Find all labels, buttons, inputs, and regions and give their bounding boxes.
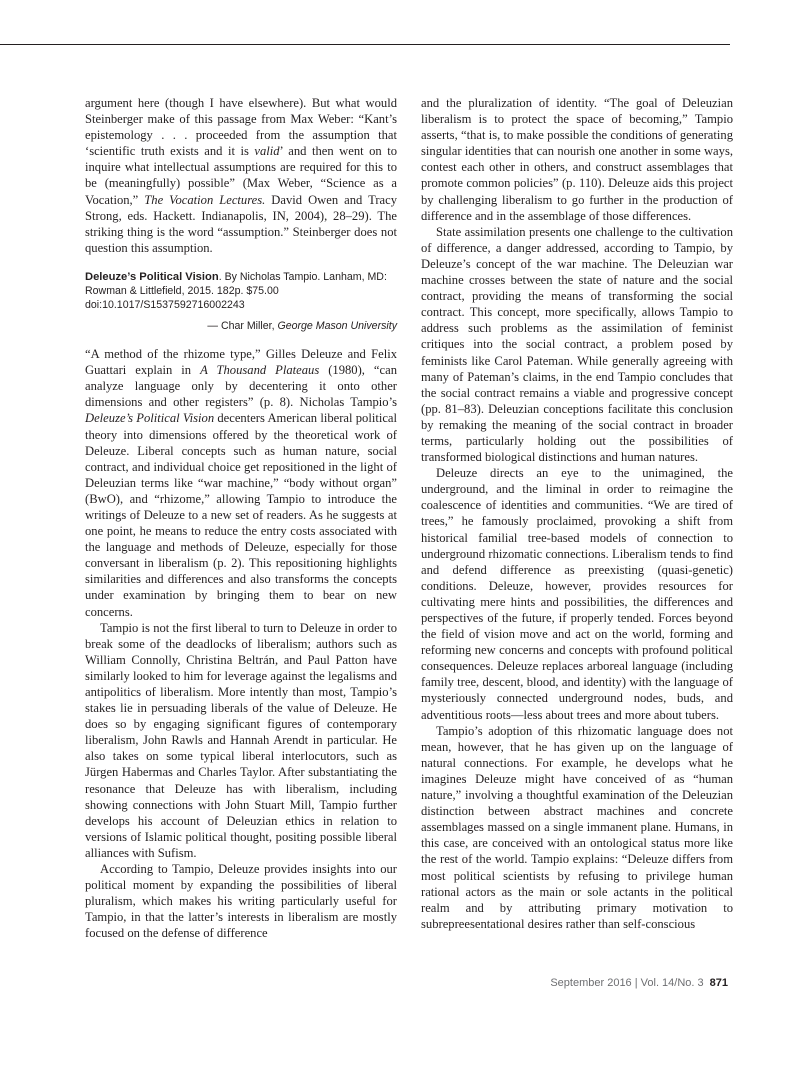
- intro-paragraph: [85, 95, 397, 256]
- body-paragraph: [85, 861, 397, 941]
- italic-text: Deleuze’s Political Vision: [85, 411, 215, 426]
- text-run: According to Tampio, Deleuze provides insights into our political moment by expanding the possibilities of liberal pluralism, which makes his writing particularly useful for Tampio, in that the latter’s interests in liberalism are mostly focused on the defense of difference: [85, 862, 397, 941]
- text-run: Tampio’s adoption of this rhizomatic language does not mean, however, that he has given up on the language of natural connections. For example, he develops what he imagines Deleuze might have conceived of as “human nature,” involving a thoughtful examination of the Deleuzian distinction between abstract machines and concrete assemblages massed on a single immanent plane. Humans, in this case, are conceived with an ontological status more like the rest of the world. Tampio explains: “Deleuze differs from most political scientists by refusing to privilege human rational actors as the main or sole actants in the political realm and by attributing primary motivation to subrepreesentational desires rather than self-conscious: [421, 723, 733, 931]
- text-run: David Owen and Tracy Strong, eds. Hackett. Indianapolis, IN, 2004), 28–29). The striking thing is the word “assumption.” Steinberger does not question this assumption.: [85, 192, 398, 255]
- left-column: [85, 95, 397, 942]
- text-run: Tampio is not the first liberal to turn to Deleuze in order to break some of the deadlocks of liberalism; authors such as William Connolly, Christina Beltrán, and Paul Patton have similarly looked to him for leverage against the legalisms and antipolitics of liberalism. More intently than most, Tampio’s stakes lie in persuading liberals of the value of Deleuze. He does so by engaging significant figures of contemporary liberalism, John Rawls and Hannah Arendt in particular. He also takes on some typical liberal interlocutors, such as Jürgen Habermas and Charles Taylor. After substantiating the resonance that Deleuze has with liberalism, including showing connections with John Stuart Mill, Tampio further develops his account of Deleuzian ethics in relation to versions of Islamic political thought, positing possible liberal alliances with Sufism.: [85, 620, 397, 860]
- text-run: and the pluralization of identity. “The goal of Deleuzian liberalism is to protect the space of becoming,” Tampio asserts, “that is, to make possible the conditions of generating singular identities that can nourish one another in some ways, contest each other in others, and construct assemblages that promote common policies” (p. 110). Deleuze aids this project by challenging liberalism to go further in the production of difference and in the assemblage of those differences.: [421, 96, 733, 223]
- text-run: Deleuze directs an eye to the unimagined, the underground, and the liminal in order to reimagine the coalescence of identities and communities. “We are tired of trees,” he famously proclaimed, provoking a shift from historical familial tree-based models of connection to underground rhizomatic connections. Liberalism tends to find and defend difference as preexisting (quasi-genetic) conditions. Deleuze, however, provides resources for cultivating mere hints and possibilities, the differences and perspectives of the future, if properly tended. Forces beyond the field of vision move and act on the world, forming and reforming new concerns and concepts with profound political consequences. Deleuze replaces arboreal language (including family tree, descent, blood, and identity) with the language of mysteriously connected underground nodes, buds, and adventitious roots—less about trees and more about tubers.: [421, 466, 733, 722]
- text-run: argument here (though I have elsewhere). But what would Steinberger make of this passage from Max Weber: “Kant’s epistemology . . . proceeded from the assumption that ‘scientific truth exists and it is: [85, 96, 397, 159]
- reviewer-name: — Char Miller,: [207, 319, 278, 332]
- body-paragraph: [421, 95, 733, 224]
- text-run: (1980), “can analyze language only by decentering it onto other dimensions and other registers” (p. 8). Nicholas Tampio’s: [85, 363, 397, 410]
- reviewer-affiliation: George Mason University: [277, 319, 397, 332]
- body-paragraph: [85, 346, 397, 620]
- book-doi: doi:10.1017/S1537592716002243: [85, 298, 245, 311]
- italic-text: valid: [254, 144, 280, 159]
- body-paragraph: [421, 465, 733, 723]
- reviewer-line: [85, 318, 397, 334]
- journal-issue: September 2016 | Vol. 14/No. 3: [550, 977, 704, 989]
- body-paragraph: [421, 224, 733, 465]
- page-number: 871: [709, 977, 728, 989]
- text-run: “A method of the rhizome type,” Gilles Deleuze and Felix Guattari explain in: [85, 347, 397, 378]
- text-run: ’ and then went on to inquire what intellectual assumptions are required for this to be (meaningfully) possible” (Max Weber, “Science as a Vocation,”: [85, 144, 397, 207]
- italic-text: The Vocation Lectures.: [144, 192, 266, 207]
- right-column: [421, 95, 733, 932]
- body-paragraph: [421, 723, 733, 932]
- text-run: State assimilation presents one challenge to the cultivation of difference, a danger addressed, according to Tampio, by Deleuze’s concept of the war machine. The Deleuzian war machine crosses between the state of nature and the social contract, providing the means of transforming the social contract. This concept, more specifically, allows Tampio to address such problems as the assimilation of feminist critiques into the social contract, a problem posed by feminists like Carol Pateman. While generally agreeing with many of Pateman’s claims, in the end Tampio concludes that the social contract remains a viable and progressive concept (pp. 81–83). Deleuzian conceptions facilitate this conclusion by remaking the meaning of the social contract in broader terms, particularly holding out the possibilities of transformed biological distinctions and human natures.: [421, 224, 733, 465]
- page-footer: [550, 977, 728, 989]
- header-rule: [0, 44, 730, 45]
- text-run: decenters American liberal political theory into dimensions offered by the theoretical work of Deleuze. Liberal concepts such as human nature, social contract, and individual choice get repositioned in the light of Deleuzian terms like “war machine,” “body without organ” (BwO), and “rhizome,” allowing Tampio to introduce the writings of Deleuze to a new set of readers. As he suggests at one point, he means to reduce the entry costs associated with the language and methods of Deleuze, especially for those conversant in liberalism (p. 2). This repositioning highlights similarities and differences and also transforms the concepts under examination by bringing them to bear on new concerns.: [85, 411, 397, 619]
- italic-text: A Thousand Plateaus: [200, 363, 320, 378]
- book-title: Deleuze’s Political Vision: [85, 270, 219, 283]
- review-header: [85, 270, 397, 312]
- book-citation: . By Nicholas Tampio. Lanham, MD: Rowman & Littlefield, 2015. 182p. $75.00: [85, 270, 387, 297]
- body-paragraph: [85, 620, 397, 861]
